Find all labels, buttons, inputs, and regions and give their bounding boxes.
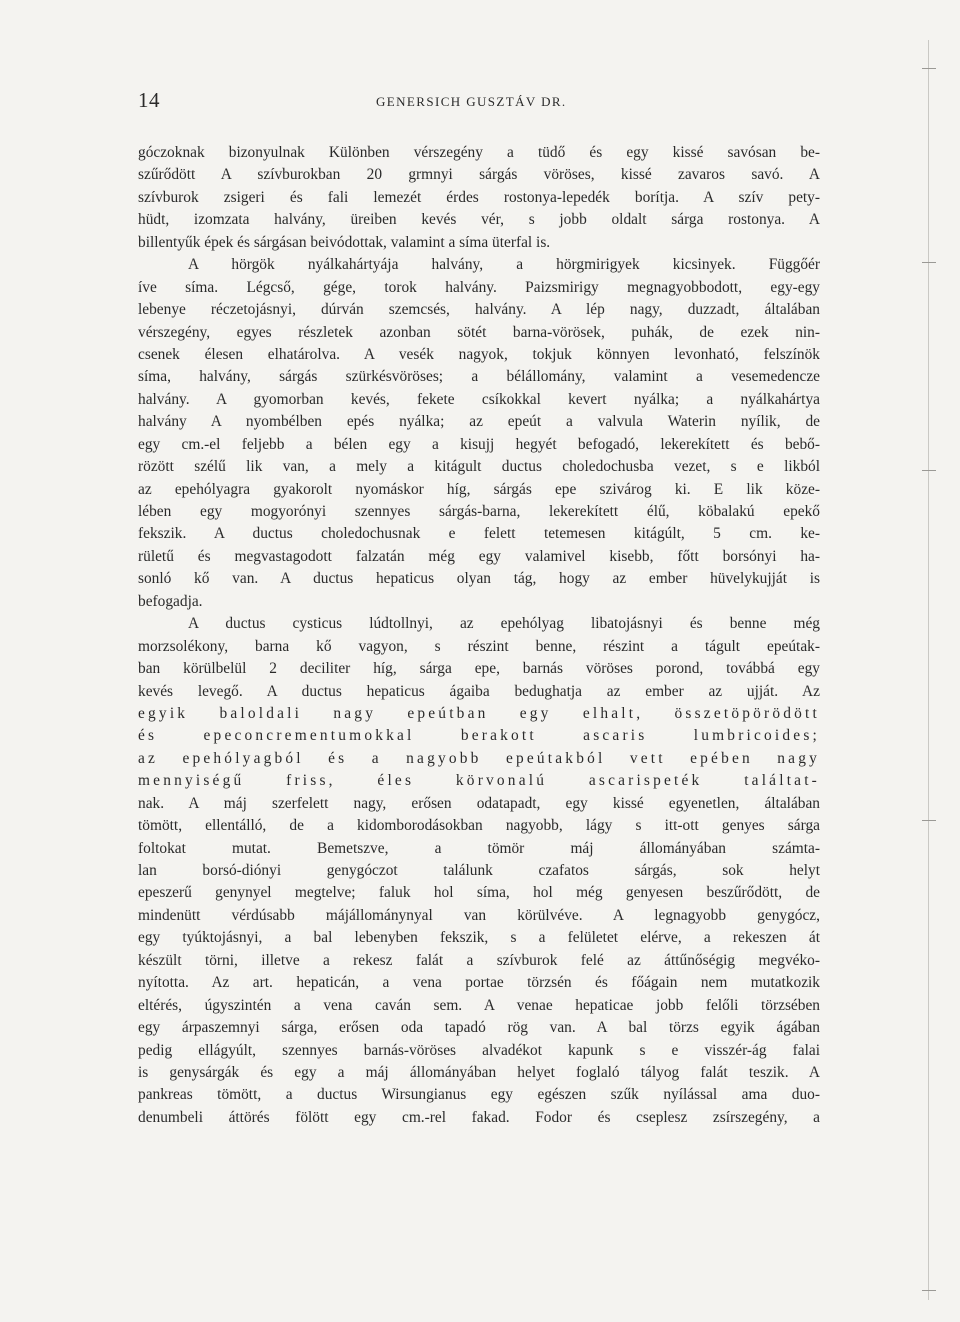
text-line: morzsolékony, barna kő vagyon, s részint benne, részint a tágult epeútak- bbox=[138, 637, 820, 655]
text-line: az epehólyagból és a nagyobb epeútakból vett epében nagy bbox=[138, 749, 820, 767]
text-line: mennyiségű friss, éles körvonalú ascarispeték találtat- bbox=[138, 772, 820, 790]
text-line: íve síma. Légcső, gége, torok halvány. Paizsmirigy megnagyobbodott, egy-egy bbox=[138, 278, 820, 296]
text-line: az epehólyagra gyakorolt nyomáskor híg, sárgás epe szivárog ki. E lik köze- bbox=[138, 480, 820, 498]
page-number: 14 bbox=[138, 88, 160, 112]
text-line: mindenütt vérdúsabb májállománynyal van körülvéve. A legnagyobb genygócz, bbox=[138, 906, 820, 924]
text-line: fekszik. A ductus choledochusnak e felett tetemesen kitágúlt, 5 cm. ke- bbox=[138, 525, 820, 543]
running-head: GENERSICH GUSZTÁV DR. bbox=[376, 94, 567, 109]
text-line: A ductus cysticus lúdtollnyi, az epehólyag libatojásnyi és benne még bbox=[188, 615, 820, 633]
text-line: halvány A nyombélben epés nyálka; az epeút a valvula Waterin nyílik, de bbox=[138, 413, 820, 431]
page-header bbox=[138, 88, 818, 118]
text-line: pedig ellágyúlt, szennyes barnás-vöröses alvadékot kapunk s e visszér-ág falai bbox=[138, 1041, 820, 1059]
text-line: rözött szélű lik van, a mely a kitágult ductus choledochusba vezet, s e likból bbox=[138, 458, 820, 476]
text-line: szívburok zsigeri és fali lemezét érdes rostonya-lepedék borítja. A szív pety- bbox=[138, 188, 820, 206]
text-line: epeszerű genynyel megtelve; faluk hol síma, hol még genyesen beszűrődött, de bbox=[138, 884, 820, 902]
text-line: egy tyúktojásnyi, a bal lebenyben fekszik, s a felületet elérve, a rekeszen át bbox=[138, 929, 820, 947]
edge-tick bbox=[922, 262, 936, 263]
text-line: sonló kő van. A ductus hepaticus olyan tág, hogy az ember hüvelykujját is bbox=[138, 570, 820, 588]
text-line: halvány. A gyomorban kevés, fekete csíkokkal kevert nyálka; a nyálkahártya bbox=[138, 390, 820, 408]
text-line: egy cm.-el feljebb a bélen egy a kisujj hegyét befogadó, lekerekített és bebő- bbox=[138, 435, 820, 453]
text-line: lében egy mogyorónyi szennyes sárgás-barna, lekerekített élű, köbalakú epekő bbox=[138, 503, 820, 520]
edge-tick bbox=[922, 820, 936, 821]
text-line: hüdt, izomzata halvány, üreiben kevés vér, s jobb oldalt sárga rostonya. A bbox=[138, 211, 820, 229]
text-line: egy árpaszemnyi sárga, erősen oda tapadó rög van. A bal törzs egyik ágában bbox=[138, 1019, 820, 1037]
edge-tick bbox=[922, 1290, 936, 1291]
text-line: rületű és megvastagodott falzatán még egy valamivel kisebb, főtt borsónyi ha- bbox=[138, 547, 820, 565]
text-line: egyik baloldali nagy epeútban egy elhalt, összetöpörödött bbox=[138, 704, 820, 722]
text-line: síma, halvány, sárgás szürkésvöröses; a bélállomány, valamint a vesemedencze bbox=[138, 368, 820, 386]
text-line: góczoknak bizonyulnak Különben vérszegény a tüdő és egy kissé savósan be- bbox=[138, 144, 820, 161]
page-edge-line bbox=[928, 40, 929, 1300]
text-line: csenek élesen elhatárolva. A vesék nagyok, tokjuk könnyen levonható, felszínök bbox=[138, 345, 820, 363]
text-line: denumbeli áttörés fölött egy cm.-rel fakad. Fodor és cseplesz zsírszegény, a bbox=[138, 1108, 820, 1126]
text-line: nak. A máj szerfelett nagy, erősen odatapadt, egy kissé egyenetlen, általában bbox=[138, 794, 820, 812]
text-line: lan borsó-diónyi genygóczot találunk czafatos sárgás, sok helyt bbox=[138, 862, 820, 879]
edge-tick bbox=[922, 470, 936, 471]
text-line: ban körülbelül 2 deciliter híg, sárga epe, barnás vöröses porond, továbbá egy bbox=[138, 660, 820, 678]
text-line: nyította. Az art. hepaticán, a vena portae törzsén és főágain nem mutatkozik bbox=[138, 974, 820, 992]
body-text bbox=[138, 142, 820, 1129]
text-line: és epeconcrementumokkal berakott ascaris lumbricoides; bbox=[138, 727, 820, 745]
text-line: A hörgök nyálkahártyája halvány, a hörgmirigyek kicsinyek. Függőér bbox=[188, 256, 820, 274]
text-line: lebenye réczetojásnyi, dúrván szemcsés, halvány. A lép nagy, duzzadt, általában bbox=[138, 301, 820, 319]
text-line: pankreas tömött, a ductus Wirsungianus egy egészen szűk nyílással ama duo- bbox=[138, 1086, 820, 1104]
text-line: szűrődött A szívburokban 20 grmnyi sárgás vöröses, kissé zavaros savó. A bbox=[138, 166, 820, 184]
text-line: foltokat mutat. Bemetszve, a tömör máj állományában számta- bbox=[138, 839, 820, 857]
text-line: készült törni, illetve a rekesz falát a szívburok felé az áttűnőségig megvéko- bbox=[138, 951, 820, 969]
text-line: befogadja. bbox=[138, 592, 203, 610]
text-line: is genysárgák és egy a máj állományában helyet foglaló tályog falát teszik. A bbox=[138, 1063, 820, 1081]
text-line: vérszegény, egyes részletek azonban sötét barna-vörösek, puhák, de ezek nin- bbox=[138, 323, 820, 341]
text-line: eltérés, úgyszintén a vena caván sem. A venae hepaticae jobb felőli törzsében bbox=[138, 996, 820, 1014]
text-line: tömött, ellentálló, de a kidomborodásokban nagyobb, lágy s itt-ott genyes sárga bbox=[138, 817, 820, 835]
text-line: billentyűk épek és sárgásan beivódottak, valamint a síma üterfal is. bbox=[138, 233, 551, 251]
edge-tick bbox=[922, 68, 936, 69]
text-line: kevés levegő. A ductus hepaticus ágaiba bedughatja az ember az ujját. Az bbox=[138, 682, 820, 700]
